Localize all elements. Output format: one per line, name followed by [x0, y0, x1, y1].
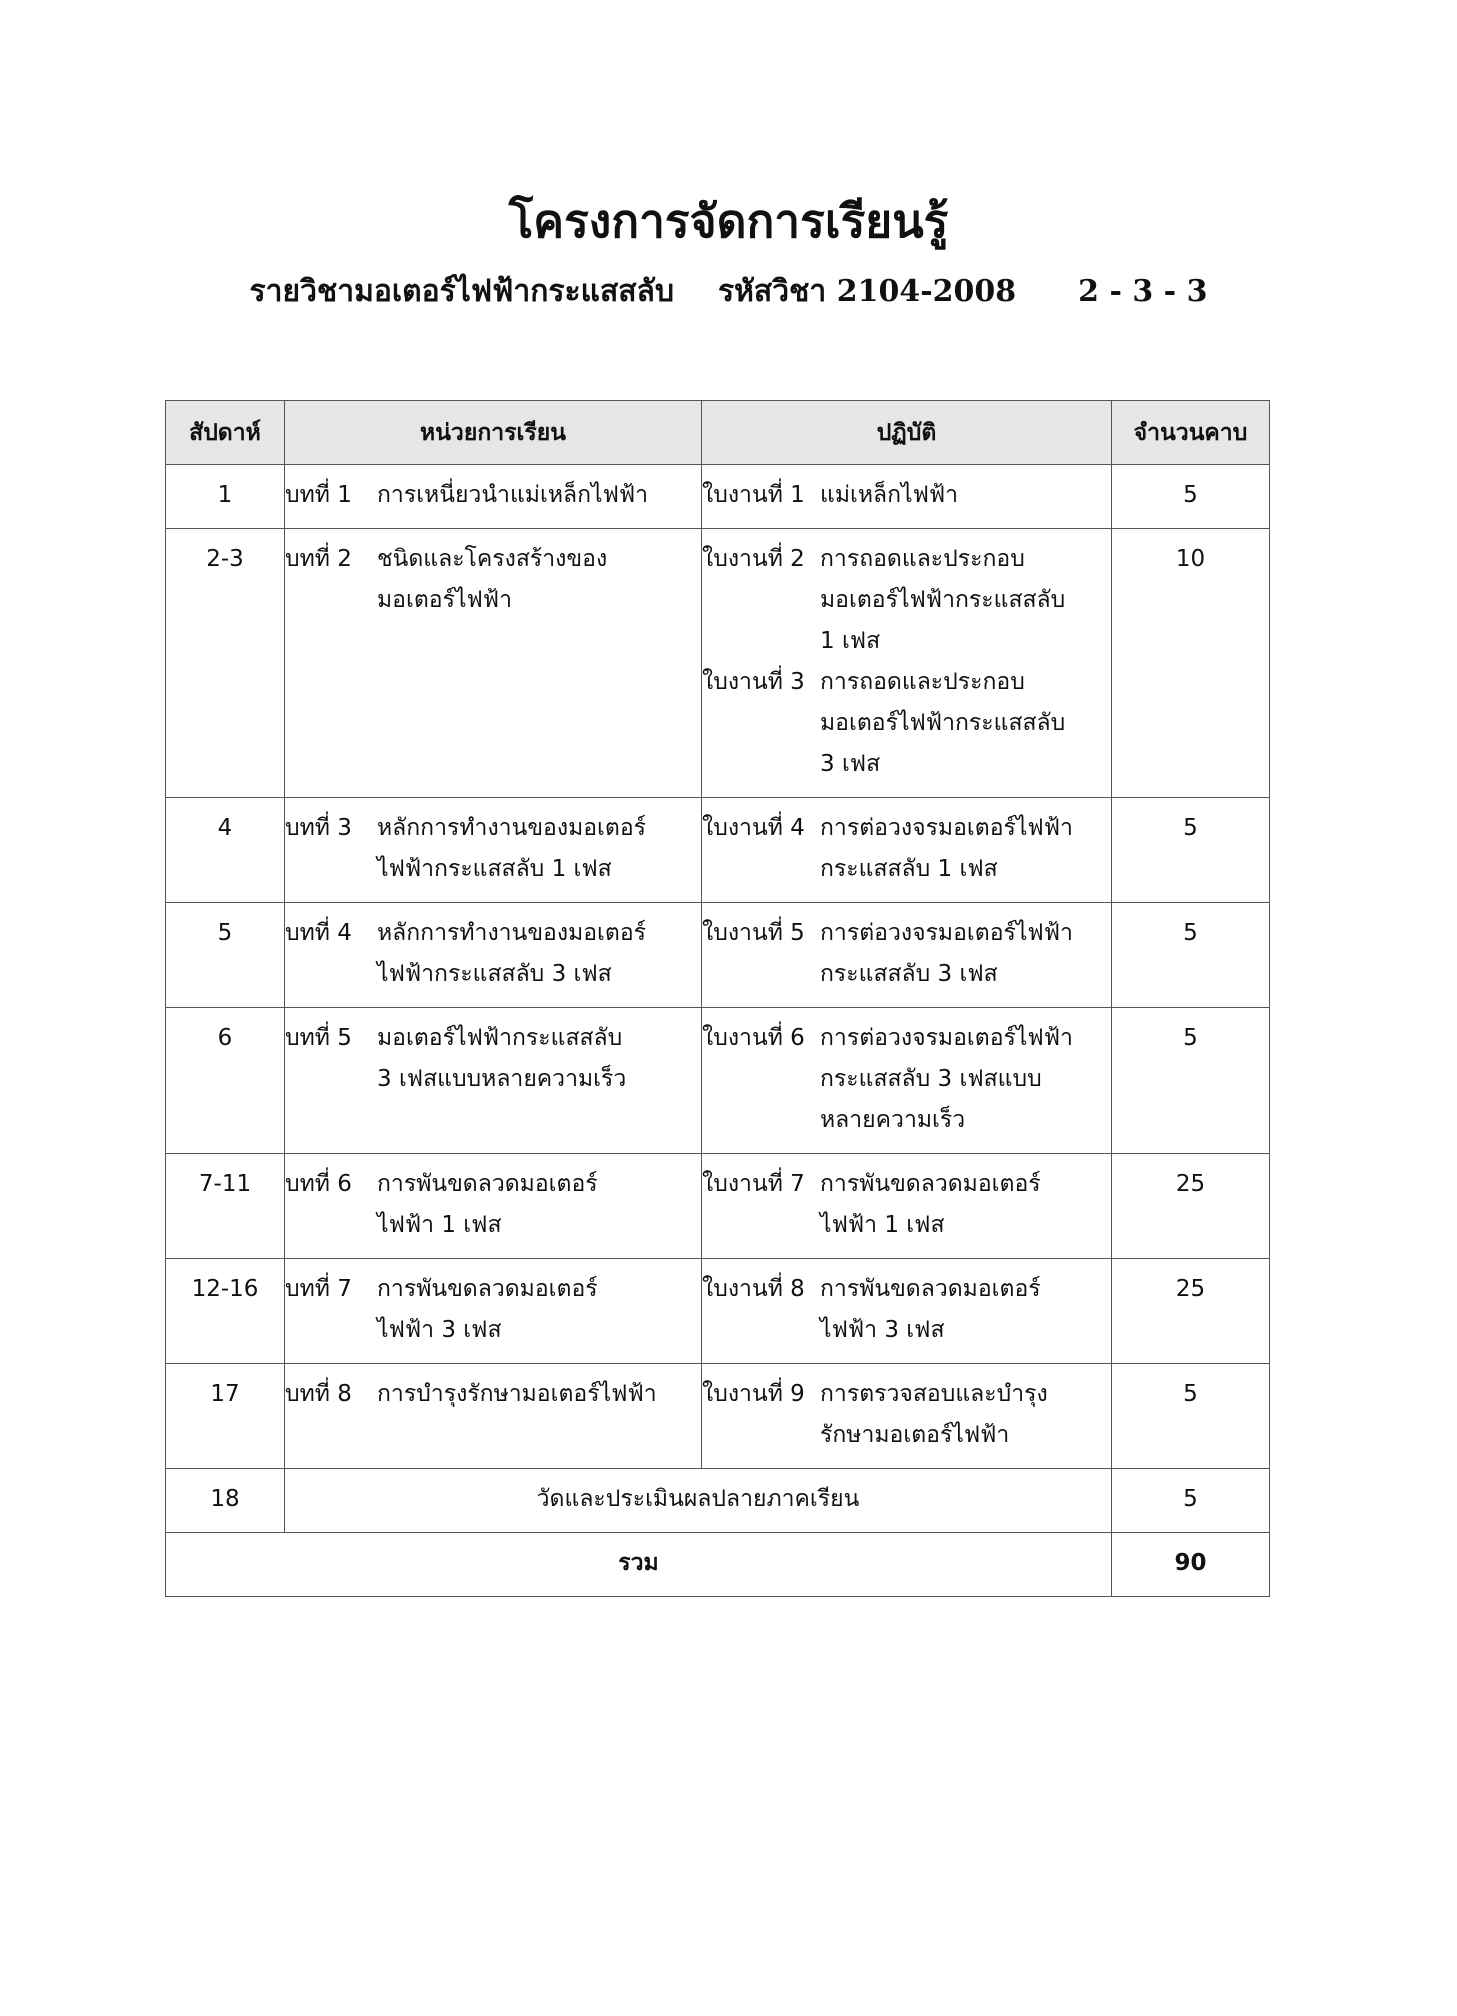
week-cell: 17 — [166, 1364, 285, 1469]
unit-cell — [285, 1154, 702, 1259]
hours-cell: 5 — [1112, 465, 1270, 529]
worksheet-text: การพันขดลวดมอเตอร์ ไฟฟ้า 3 เฟส — [820, 1276, 1041, 1343]
header-hours: จำนวนคาบ — [1112, 401, 1270, 465]
unit-text: ชนิดและโครงสร้างของ มอเตอร์ไฟฟ้า — [377, 546, 608, 613]
worksheet-entry — [702, 808, 1111, 890]
unit-text: หลักการทำงานของมอเตอร์ ไฟฟ้ากระแสสลับ 3 เฟส — [377, 920, 647, 987]
unit-label: บทที่ 2 — [285, 546, 352, 572]
total-label: รวม — [166, 1533, 1112, 1597]
practice-cell — [702, 798, 1112, 903]
hours-cell: 5 — [1112, 903, 1270, 1008]
unit-cell — [285, 529, 702, 798]
worksheet-entry — [702, 539, 1111, 662]
learning-plan-table — [165, 400, 1270, 1597]
table-row — [166, 798, 1270, 903]
worksheet-text: การพันขดลวดมอเตอร์ ไฟฟ้า 1 เฟส — [820, 1171, 1041, 1238]
subject-line — [0, 268, 1457, 315]
unit-entry — [285, 1374, 701, 1415]
table-row — [166, 1008, 1270, 1154]
worksheet-entry — [702, 1018, 1111, 1141]
worksheet-label: ใบงานที่ 4 — [702, 815, 805, 841]
total-row — [166, 1533, 1270, 1597]
week-cell: 12-16 — [166, 1259, 285, 1364]
practice-cell — [702, 1259, 1112, 1364]
worksheet-label: ใบงานที่ 2 — [702, 546, 805, 572]
worksheet-entry — [702, 913, 1111, 995]
table-header-row — [166, 401, 1270, 465]
worksheet-entry — [702, 662, 1111, 785]
table-row — [166, 529, 1270, 798]
unit-label: บทที่ 5 — [285, 1025, 352, 1051]
unit-cell — [285, 903, 702, 1008]
worksheet-label: ใบงานที่ 1 — [702, 482, 805, 508]
table-row — [166, 1259, 1270, 1364]
unit-entry — [285, 808, 701, 890]
week-cell: 1 — [166, 465, 285, 529]
practice-cell — [702, 529, 1112, 798]
unit-label: บทที่ 7 — [285, 1276, 352, 1302]
header-practice: ปฏิบัติ — [702, 401, 1112, 465]
worksheet-entry — [702, 1164, 1111, 1246]
unit-label: บทที่ 3 — [285, 815, 352, 841]
worksheet-label: ใบงานที่ 9 — [702, 1381, 805, 1407]
unit-cell — [285, 798, 702, 903]
worksheet-entry — [702, 475, 1111, 516]
table-row — [166, 1154, 1270, 1259]
hours-cell: 25 — [1112, 1154, 1270, 1259]
table-row — [166, 465, 1270, 529]
unit-label: บทที่ 4 — [285, 920, 352, 946]
worksheet-label: ใบงานที่ 6 — [702, 1025, 805, 1051]
unit-entry — [285, 475, 701, 516]
unit-text: การพันขดลวดมอเตอร์ ไฟฟ้า 3 เฟส — [377, 1276, 598, 1343]
table-body — [166, 465, 1270, 1597]
worksheet-entry — [702, 1374, 1111, 1456]
practice-cell — [702, 1154, 1112, 1259]
worksheet-text: การถอดและประกอบ มอเตอร์ไฟฟ้ากระแสสลับ 1 เฟส — [820, 546, 1066, 654]
page-title: โครงการจัดการเรียนรู้ — [508, 194, 949, 248]
total-hours: 90 — [1112, 1533, 1270, 1597]
header-unit: หน่วยการเรียน — [285, 401, 702, 465]
unit-text: การพันขดลวดมอเตอร์ ไฟฟ้า 1 เฟส — [377, 1171, 598, 1238]
unit-cell — [285, 1259, 702, 1364]
worksheet-text: การต่อวงจรมอเตอร์ไฟฟ้า กระแสสลับ 1 เฟส — [820, 815, 1073, 882]
unit-entry — [285, 1164, 701, 1246]
worksheet-label: ใบงานที่ 3 — [702, 669, 805, 695]
unit-entry — [285, 539, 701, 621]
worksheet-label: ใบงานที่ 8 — [702, 1276, 805, 1302]
practice-cell — [702, 903, 1112, 1008]
unit-text: มอเตอร์ไฟฟ้ากระแสสลับ 3 เฟสแบบหลายความเร็ว — [377, 1025, 627, 1092]
unit-entry — [285, 1018, 701, 1100]
subject-name: รายวิชามอเตอร์ไฟฟ้ากระแสสลับ — [249, 274, 674, 309]
hours-cell: 5 — [1112, 1469, 1270, 1533]
header-week: สัปดาห์ — [166, 401, 285, 465]
hours-cell: 5 — [1112, 1364, 1270, 1469]
worksheet-entry — [702, 1269, 1111, 1351]
practice-cell — [702, 1008, 1112, 1154]
hours-cell: 5 — [1112, 798, 1270, 903]
unit-label: บทที่ 1 — [285, 482, 352, 508]
week-cell: 4 — [166, 798, 285, 903]
unit-entry — [285, 913, 701, 995]
unit-text: หลักการทำงานของมอเตอร์ ไฟฟ้ากระแสสลับ 1 เฟส — [377, 815, 647, 882]
unit-cell — [285, 1364, 702, 1469]
worksheet-label: ใบงานที่ 7 — [702, 1171, 805, 1197]
week-cell: 5 — [166, 903, 285, 1008]
unit-label: บทที่ 6 — [285, 1171, 352, 1197]
worksheet-text: การถอดและประกอบ มอเตอร์ไฟฟ้ากระแสสลับ 3 เฟส — [820, 669, 1066, 777]
worksheet-text: แม่เหล็กไฟฟ้า — [820, 482, 959, 508]
hours-cell: 25 — [1112, 1259, 1270, 1364]
week-cell: 18 — [166, 1469, 285, 1533]
worksheet-text: การต่อวงจรมอเตอร์ไฟฟ้า กระแสสลับ 3 เฟส — [820, 920, 1073, 987]
unit-label: บทที่ 8 — [285, 1381, 352, 1407]
subject-code: รหัสวิชา 2104-2008 — [718, 274, 1017, 309]
week-cell: 6 — [166, 1008, 285, 1154]
hours-cell: 10 — [1112, 529, 1270, 798]
worksheet-text: การต่อวงจรมอเตอร์ไฟฟ้า กระแสสลับ 3 เฟสแบบ หลายความเร็ว — [820, 1025, 1073, 1133]
worksheet-label: ใบงานที่ 5 — [702, 920, 805, 946]
final-exam-row — [166, 1469, 1270, 1533]
unit-cell — [285, 465, 702, 529]
week-cell: 2-3 — [166, 529, 285, 798]
hours-cell: 5 — [1112, 1008, 1270, 1154]
table-row — [166, 1364, 1270, 1469]
subject-credits: 2 - 3 - 3 — [1078, 274, 1208, 309]
table-row — [166, 903, 1270, 1008]
week-cell: 7-11 — [166, 1154, 285, 1259]
unit-entry — [285, 1269, 701, 1351]
practice-cell — [702, 1364, 1112, 1469]
unit-text: การบำรุงรักษามอเตอร์ไฟฟ้า — [377, 1381, 657, 1407]
unit-cell — [285, 1008, 702, 1154]
unit-text: การเหนี่ยวนำแม่เหล็กไฟฟ้า — [377, 482, 649, 508]
worksheet-text: การตรวจสอบและบำรุง รักษามอเตอร์ไฟฟ้า — [820, 1381, 1048, 1448]
practice-cell — [702, 465, 1112, 529]
final-exam-text: วัดและประเมินผลปลายภาคเรียน — [285, 1469, 1112, 1533]
